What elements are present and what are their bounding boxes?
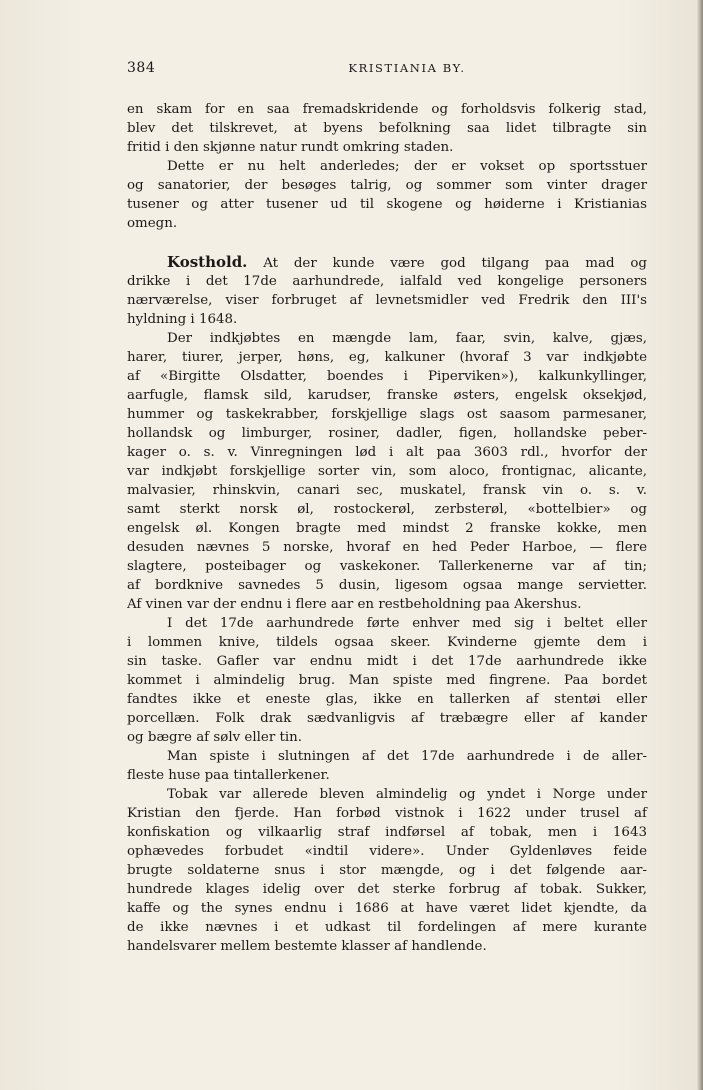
text-line: fritid i den skjønne natur rundt omkring staden. (127, 140, 454, 155)
section-heading: Kosthold. (167, 253, 248, 271)
text-line: harer, tiurer, jerper, høns, eg, kalkuner (hvoraf 3 var indkjøbte (127, 350, 647, 365)
text-line: slagtere, posteibager og vaskekoner. Tallerkenerne var af tin; (127, 559, 647, 574)
text-line: handelsvarer mellem bestemte klasser af handlende. (127, 939, 487, 954)
body-text (127, 100, 647, 956)
page-header (127, 60, 647, 82)
text-line: kommet i almindelig brug. Man spiste med fingrene. Paa bordet (127, 673, 647, 688)
page-number: 384 (127, 60, 156, 76)
paragraph (127, 747, 647, 785)
text-line: desuden nævnes 5 norske, hvoraf en hed Peder Harboe, — flere (127, 540, 647, 555)
page-edge (697, 0, 703, 1090)
paragraph (127, 785, 647, 956)
paragraph (127, 157, 647, 233)
text-line: drikke i det 17de aarhundrede, ialfald ved kongelige personers (127, 274, 647, 289)
section-first-line: At der kunde være god tilgang paa mad og (263, 256, 647, 271)
text-line: I det 17de aarhundrede førte enhver med sig i beltet eller (167, 616, 647, 631)
text-line: kager o. s. v. Vinregningen lød i alt paa 3603 rdl., hvorfor der (127, 445, 647, 460)
paragraph (127, 329, 647, 614)
text-line: porcellæn. Folk drak sædvanligvis af træbægre eller af kander (127, 711, 647, 726)
text-line: samt sterkt norsk øl, rostockerøl, zerbsterøl, «bottelbier» og (127, 502, 647, 517)
text-line: nærværelse, viser forbruget af levnetsmidler ved Fredrik den III's (127, 293, 647, 308)
text-line: af bordknive savnedes 5 dusin, ligesom ogsaa mange servietter. (127, 578, 647, 593)
running-head: KRISTIANIA BY. (348, 61, 466, 75)
text-line: omegn. (127, 216, 178, 231)
text-line: Dette er nu helt anderledes; der er vokset op sportsstuer (167, 159, 647, 174)
text-line: brugte soldaterne snus i stor mængde, og i det følgende aar- (127, 863, 647, 878)
text-line: i lommen knive, tildels ogsaa skeer. Kvinderne gjemte dem i (127, 635, 647, 650)
text-line: Man spiste i slutningen af det 17de aarhundrede i de aller- (167, 749, 647, 764)
text-line: Af vinen var der endnu i flere aar en restbeholdning paa Akershus. (127, 597, 582, 612)
text-line: hyldning i 1648. (127, 312, 238, 327)
text-line: hummer og taskekrabber, forskjellige slags ost saasom parmesaner, (127, 407, 647, 422)
text-line: af «Birgitte Olsdatter, boendes i Piperviken»), kalkunkyllinger, (127, 369, 647, 384)
text-line: og sanatorier, der besøges talrig, og sommer som vinter drager (127, 178, 647, 193)
text-line: og bægre af sølv eller tin. (127, 730, 303, 745)
text-line: blev det tilskrevet, at byens befolkning saa lidet tilbragte sin (127, 121, 647, 136)
text-line: Kristian den fjerde. Han forbød vistnok i 1622 under trusel af (127, 806, 647, 821)
text-line: fandtes ikke et eneste glas, ikke en tallerken af stentøi eller (127, 692, 647, 707)
text-line: de ikke nævnes i et udkast til fordelingen af mere kurante (127, 920, 647, 935)
text-line: Der indkjøbtes en mængde lam, faar, svin, kalve, gjæs, (167, 331, 647, 346)
text-line (127, 253, 647, 272)
text-line: engelsk øl. Kongen bragte med mindst 2 franske kokke, men (127, 521, 647, 536)
text-line: tusener og atter tusener ud til skogene og høiderne i Kristianias (127, 197, 647, 212)
text-line: malvasier, rhinskvin, canari sec, muskatel, fransk vin o. s. v. (127, 483, 647, 498)
text-line: fleste huse paa tintallerkener. (127, 768, 330, 783)
text-line: Tobak var allerede bleven almindelig og yndet i Norge under (167, 787, 647, 802)
text-line: hundrede klages idelig over det sterke forbrug af tobak. Sukker, (127, 882, 647, 897)
text-line: var indkjøbt forskjellige sorter vin, som aloco, frontignac, alicante, (127, 464, 647, 479)
section-gap (127, 233, 647, 253)
text-line: konfiskation og vilkaarlig straf indførsel af tobak, men i 1643 (127, 825, 647, 840)
section-kosthold (127, 253, 647, 329)
text-line: kaffe og the synes endnu i 1686 at have været lidet kjendte, da (127, 901, 647, 916)
text-line: aarfugle, flamsk sild, karudser, franske østers, engelsk oksekjød, (127, 388, 647, 403)
text-line: en skam for en saa fremadskridende og forholdsvis folkerig stad, (127, 102, 647, 117)
text-line: sin taske. Gafler var endnu midt i det 17de aarhundrede ikke (127, 654, 647, 669)
paragraph (127, 614, 647, 747)
text-line: hollandsk og limburger, rosiner, dadler, figen, hollandske peber- (127, 426, 647, 441)
text-line: ophævedes forbudet «indtil videre». Under Gyldenløves feide (127, 844, 647, 859)
paragraph (127, 100, 647, 157)
